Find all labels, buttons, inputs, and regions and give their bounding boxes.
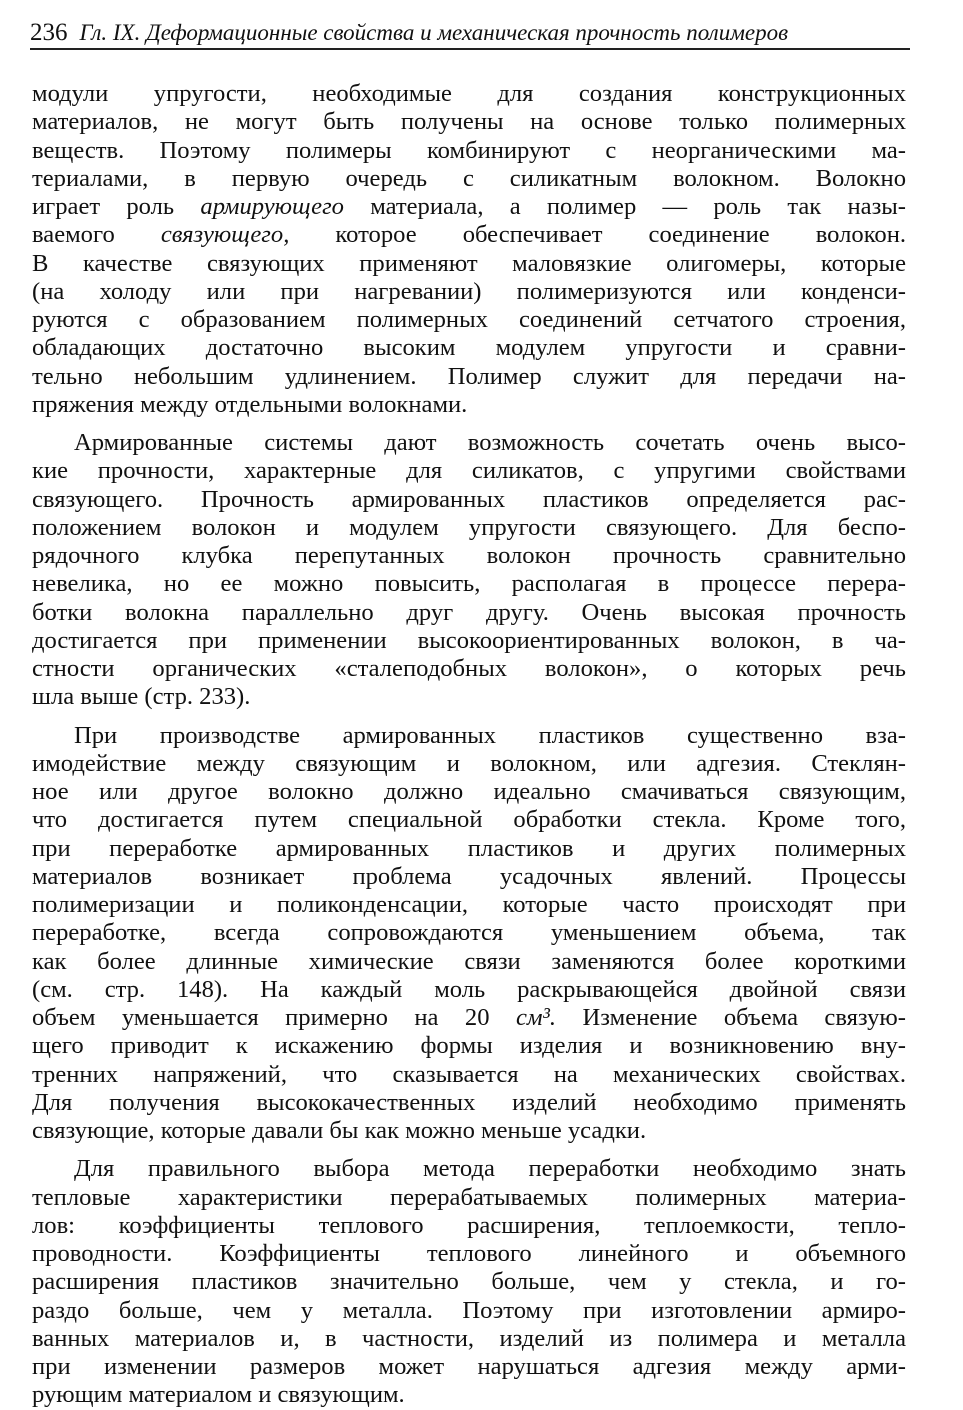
text-line: В качестве связующих применяют маловязкие олигомеры, которые xyxy=(32,249,906,277)
running-head: Гл. IX. Деформационные свойства и механическая прочность полимеров xyxy=(79,20,789,45)
text-line: связующие, которые давали бы как можно меньше усадки. xyxy=(32,1117,647,1144)
text-line: рядочного клубка перепутанных волокон прочность сравнительно xyxy=(32,542,906,569)
paragraph xyxy=(32,80,906,419)
text-line: (на холоду или при нагревании) полимеризуются или конденси- xyxy=(32,277,906,305)
text-line: рующим материалом и связующим. xyxy=(32,1381,405,1409)
text-segment: материала, а полимер — роль так назы- xyxy=(343,193,906,220)
text-line: лов: коэффициенты теплового расширения, теплоемкости, тепло- xyxy=(32,1211,906,1239)
text-line: шла выше (стр. 233). xyxy=(32,683,251,711)
text-line: руются с образованием полимерных соединений сетчатого строения, xyxy=(32,306,906,333)
text-line: Для получения высококачественных изделий необходимо применять xyxy=(32,1088,906,1116)
text-segment: играет роль xyxy=(32,193,201,220)
text-line xyxy=(32,1004,906,1032)
emphasized-term: связующего, xyxy=(160,221,290,249)
text-line: материалов, не могут быть получены на основе только полимерных xyxy=(32,108,906,136)
paragraph xyxy=(32,722,906,1146)
text-segment: Изменение объема связую- xyxy=(556,1004,906,1031)
text-line: ботки волокна параллельно друг другу. Очень высокая прочность xyxy=(32,598,906,626)
page-number: 236 xyxy=(30,19,68,46)
text-line: модули упругости, необходимые для создания конструкционных xyxy=(32,80,906,107)
text-line: тренних напряжений, что сказывается на механических свойствах. xyxy=(32,1060,906,1088)
text-line xyxy=(32,193,906,221)
text-line: щего приводит к искажению формы изделия и возникновению вну- xyxy=(32,1032,906,1060)
text-line: переработке, всегда сопровождаются уменьшением объема, так xyxy=(32,919,906,947)
text-line: обладающих достаточно высоким модулем упругости и сравни- xyxy=(32,334,906,362)
text-line: кие прочности, характерные для силикатов, с упругими свойствами xyxy=(32,457,906,485)
text-line: имодействие между связующим и волокном, или адгезия. Стеклян- xyxy=(32,749,906,777)
text-line: При производстве армированных пластиков существенно вза- xyxy=(74,721,906,749)
text-line: веществ. Поэтому полимеры комбинируют с неорганическими ма- xyxy=(32,136,906,164)
body-text xyxy=(32,80,906,1410)
text-line: тельно небольшим удлинением. Полимер служит для передачи на- xyxy=(32,362,906,390)
text-line: раздо больше, чем у металла. Поэтому при изготовлении армиро- xyxy=(32,1296,906,1324)
emphasized-term: армирующего xyxy=(200,193,344,220)
text-line: (см. стр. 148). На каждый моль раскрывающейся двойной связи xyxy=(32,975,906,1003)
text-line: невелика, но ее можно повысить, располагая в процессе перера- xyxy=(32,570,906,598)
text-line: пряжения между отдельными волокнами. xyxy=(32,390,468,418)
text-line: достигается при применении высокоориентированных волокон, в ча- xyxy=(32,626,906,654)
paragraph xyxy=(32,429,906,712)
text-segment: ваемого xyxy=(32,221,161,249)
text-line: ванных материалов и, в частности, изделий из полимера и металла xyxy=(32,1324,906,1352)
emphasized-term: см³. xyxy=(515,1004,557,1031)
text-line: ное или другое волокно должно идеально смачиваться связующим, xyxy=(32,778,906,805)
text-line: Для правильного выбора метода переработки необходимо знать xyxy=(74,1155,906,1183)
text-line: териалами, в первую очередь с силикатным волокном. Волокно xyxy=(32,164,906,192)
text-line xyxy=(32,221,906,249)
text-line: связующего. Прочность армированных пластиков определяется рас- xyxy=(32,485,906,513)
text-line: материалов возникает проблема усадочных явлений. Процессы xyxy=(32,862,906,890)
text-line: при переработке армированных пластиков и других полимерных xyxy=(32,834,906,862)
paragraph xyxy=(32,1155,906,1409)
text-line: положением волокон и модулем упругости связующего. Для беспо- xyxy=(32,513,906,541)
text-line: стности органических «сталеподобных волокон», о которых речь xyxy=(32,655,906,682)
text-line: что достигается путем специальной обработки стекла. Кроме того, xyxy=(32,806,906,834)
page-header xyxy=(30,14,910,50)
text-segment: которое обеспечивает соединение волокон. xyxy=(289,221,906,249)
text-line: Армированные системы дают возможность сочетать очень высо- xyxy=(74,429,906,456)
text-line: полимеризации и поликонденсации, которые часто происходят при xyxy=(32,891,906,918)
text-line: как более длинные химические связи заменяются более короткими xyxy=(32,947,906,975)
text-line: расширения пластиков значительно больше, чем у стекла, и го- xyxy=(32,1268,906,1296)
text-line: при изменении размеров может нарушаться адгезия между арми- xyxy=(32,1353,906,1380)
text-line: проводности. Коэффициенты теплового линейного и объемного xyxy=(32,1240,906,1267)
text-segment: объем уменьшается примерно на 20 xyxy=(32,1004,516,1031)
text-line: тепловые характеристики перерабатываемых полимерных материа- xyxy=(32,1183,906,1211)
